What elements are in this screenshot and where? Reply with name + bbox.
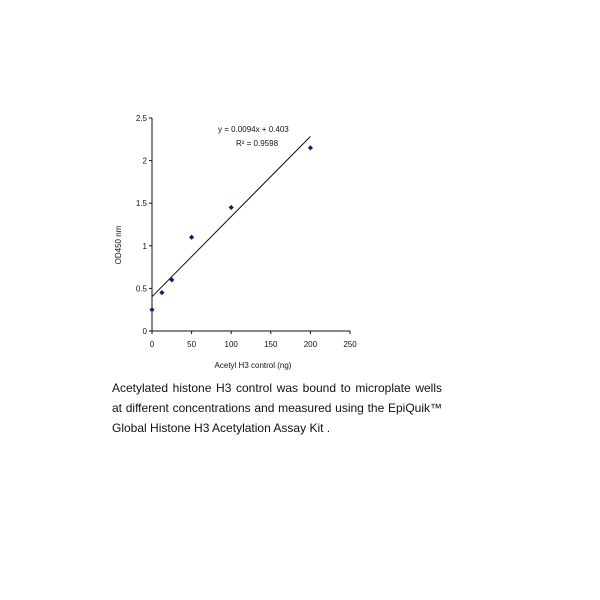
x-tick-label: 100	[224, 340, 238, 349]
chart-axes	[152, 118, 350, 331]
chart-ticks	[136, 114, 357, 349]
y-axis-label: OD450 nm	[114, 225, 123, 265]
data-point	[159, 290, 164, 295]
data-point	[189, 235, 194, 240]
data-point	[149, 307, 154, 312]
x-tick-label: 250	[343, 340, 357, 349]
data-point	[229, 205, 234, 210]
data-point	[308, 145, 313, 150]
trend-line	[152, 136, 310, 296]
x-tick-label: 200	[303, 340, 318, 349]
r-squared: R² = 0.9598	[236, 139, 279, 148]
figure-caption: Acetylated histone H3 control was bound to microplate wells at different concentrations and measured using the EpiQuik™ Global Histone H3 Acetylation Assay Kit .	[112, 381, 442, 435]
data-points	[149, 145, 313, 312]
trend-equation: y = 0.0094x + 0.403	[218, 125, 289, 134]
y-tick-label: 0.5	[135, 284, 147, 294]
x-tick-label: 150	[264, 340, 278, 349]
x-axis-label: Acetyl H3 control (ng)	[214, 361, 292, 370]
y-tick-label: 2	[142, 156, 147, 166]
y-tick-label: 2.5	[135, 114, 147, 123]
x-tick-label: 50	[187, 340, 197, 349]
x-tick-label: 0	[149, 340, 155, 349]
y-tick-label: 0	[142, 327, 147, 336]
scatter-chart	[100, 105, 370, 375]
y-tick-label: 1	[142, 241, 147, 251]
y-tick-label: 1.5	[135, 199, 147, 209]
